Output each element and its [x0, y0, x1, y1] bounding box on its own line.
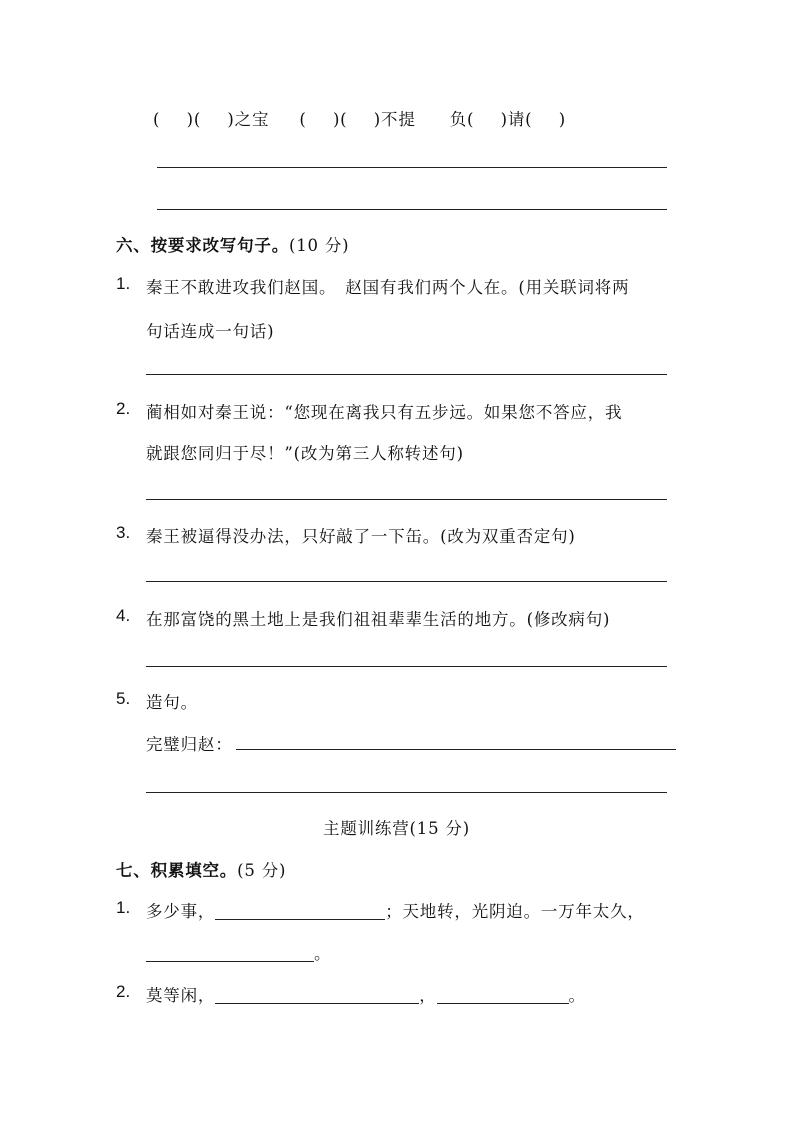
idiom-fill-row — [153, 106, 566, 130]
answer-line-6-5a[interactable] — [236, 749, 676, 750]
q7-2-number: 2. — [116, 982, 131, 1001]
answer-line-6-5b[interactable] — [146, 792, 667, 793]
q6-4-number: 4. — [116, 606, 131, 625]
idiom-2[interactable]: ( )( )不提 — [299, 110, 416, 129]
answer-line-6-4[interactable] — [146, 666, 667, 667]
q7-1-line2: 。 — [146, 940, 331, 964]
answer-line-idiom-1[interactable] — [157, 167, 667, 168]
blank-7-2a[interactable] — [215, 987, 419, 1004]
q6-5-text: 造句。 — [146, 693, 198, 712]
blank-7-1a[interactable] — [215, 903, 385, 920]
q6-1-number: 1. — [116, 274, 131, 293]
q6-3-text: 秦王被逼得没办法，只好敲了一下缶。(改为双重否定句) — [146, 527, 576, 546]
answer-line-6-2[interactable] — [146, 499, 667, 500]
idiom-3[interactable]: 负( )请( ) — [449, 110, 566, 129]
q7-1-number: 1. — [116, 898, 131, 917]
section-6-heading: 六、按要求改写句子。(10 分) — [116, 236, 350, 255]
q6-2-line1: 蔺相如对秦王说：“您现在离我只有五步远。如果您不答应，我 — [146, 403, 623, 422]
blank-7-1b[interactable] — [146, 945, 314, 962]
q6-1-line2: 句话连成一句话) — [146, 322, 275, 341]
answer-line-6-3[interactable] — [146, 581, 667, 582]
blank-7-2b[interactable] — [437, 987, 569, 1004]
answer-line-6-1[interactable] — [146, 374, 667, 375]
q6-5-number: 5. — [116, 689, 131, 708]
q6-4-text: 在那富饶的黑土地上是我们祖祖辈辈生活的地方。(修改病句) — [146, 610, 611, 629]
theme-camp-title: 主题训练营(15 分) — [323, 819, 470, 838]
section-7-heading: 七、积累填空。(5 分) — [116, 861, 287, 880]
q7-2-line: 莫等闲， ， 。 — [146, 986, 586, 1005]
q6-3-number: 3. — [116, 523, 131, 542]
idiom-1[interactable]: ( )( )之宝 — [153, 110, 270, 129]
answer-line-idiom-2[interactable] — [157, 209, 667, 210]
q6-5-prompt: 完璧归赵： — [146, 735, 233, 754]
q7-1-line1: 多少事， ；天地转，光阴迫。一万年太久， — [146, 902, 645, 921]
q6-2-line2: 就跟您同归于尽！”(改为第三人称转述句) — [146, 444, 464, 463]
q6-1-line1: 秦王不敢进攻我们赵国。 赵国有我们两个人在。(用关联词将两 — [146, 278, 630, 297]
q6-2-number: 2. — [116, 399, 131, 418]
